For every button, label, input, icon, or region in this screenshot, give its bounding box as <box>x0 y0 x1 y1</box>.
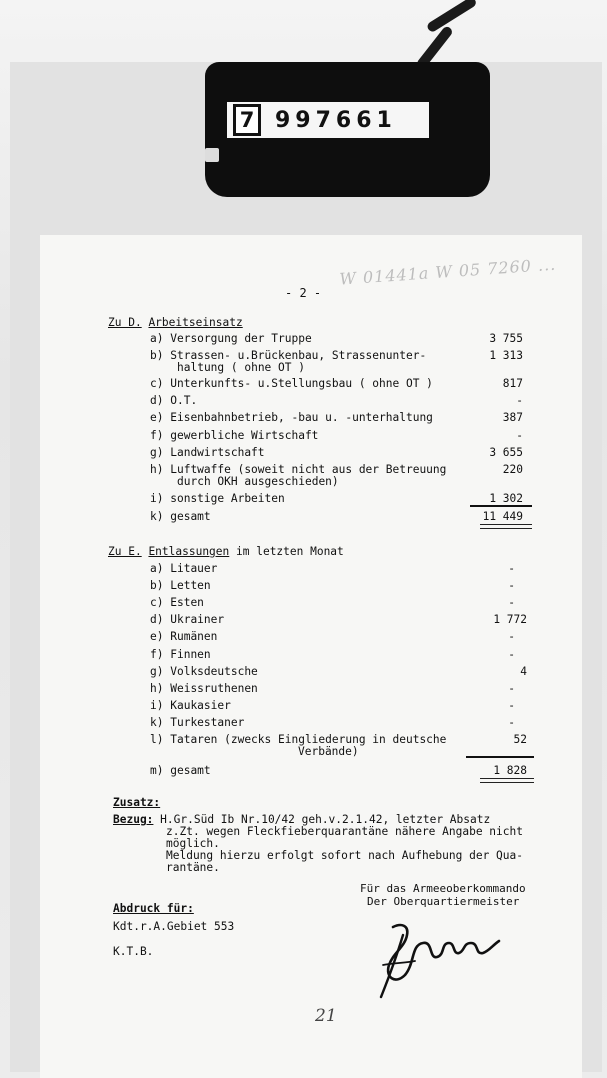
item-value: 3 755 <box>489 332 523 345</box>
zusatz-line: Meldung hierzu erfolgt sofort nach Aufhebung der Qua- <box>166 849 523 862</box>
item-value: - <box>508 699 515 712</box>
list-item: g) Volksdeutsche <box>150 665 258 678</box>
list-item: d) Ukrainer <box>150 613 225 626</box>
item-value: - <box>508 716 515 729</box>
list-item: e) Eisenbahnbetrieb, -bau u. -unterhaltung <box>150 411 433 424</box>
total-value: 11 449 <box>482 510 523 523</box>
list-item-continuation: durch OKH ausgeschieden) <box>177 475 339 488</box>
item-value: 1 313 <box>489 349 523 362</box>
list-item: a) Litauer <box>150 562 218 575</box>
frame-counter <box>205 62 490 197</box>
signature-line-1: Für das Armeeoberkommando <box>360 882 526 895</box>
list-item: k) Turkestaner <box>150 716 245 729</box>
section-d-title: Arbeitseinsatz <box>148 316 243 329</box>
section-e-prefix: Zu E. <box>108 545 142 558</box>
folio-number: 21 <box>315 1006 337 1026</box>
counter-prefix: 7 <box>233 104 261 136</box>
counter-window <box>227 102 429 138</box>
list-item: h) Weissruthenen <box>150 682 258 695</box>
abdruck-line-2: K.T.B. <box>113 945 154 958</box>
section-e-title: Entlassungen <box>148 545 230 558</box>
zusatz-label: Zusatz: <box>113 796 161 809</box>
item-value: - <box>508 630 515 643</box>
list-item-continuation: haltung ( ohne OT ) <box>177 361 305 374</box>
bezug-label: Bezug: <box>113 813 154 826</box>
item-value: 52 <box>513 733 527 746</box>
list-item: c) Esten <box>150 596 204 609</box>
abdruck-label: Abdruck für: <box>113 902 194 915</box>
list-item: f) Finnen <box>150 648 211 661</box>
list-item: b) Letten <box>150 579 211 592</box>
list-item: k) gesamt <box>150 510 211 523</box>
item-value: 1 302 <box>489 492 523 505</box>
list-item: a) Versorgung der Truppe <box>150 332 312 345</box>
counter-digits: 997661 <box>275 107 397 133</box>
zusatz-line: möglich. <box>166 837 220 850</box>
list-item: f) gewerbliche Wirtschaft <box>150 429 319 442</box>
pencil-annotation: W 01441a W 05 7260 ... <box>338 254 557 289</box>
item-value: 1 772 <box>493 613 527 626</box>
item-value: 4 <box>520 665 527 678</box>
list-item: e) Rumänen <box>150 630 218 643</box>
double-underline <box>480 524 532 529</box>
bezug-text: H.Gr.Süd Ib Nr.10/42 geh.v.2.1.42, letzter Absatz <box>160 813 491 826</box>
page-number: - 2 - <box>285 286 322 300</box>
section-e-heading <box>108 545 344 558</box>
handwritten-signature <box>375 905 505 1000</box>
item-value: - <box>516 394 523 407</box>
list-item: g) Landwirtschaft <box>150 446 265 459</box>
item-value: - <box>516 429 523 442</box>
abdruck-line-1: Kdt.r.A.Gebiet 553 <box>113 920 235 933</box>
total-value: 1 828 <box>493 764 527 777</box>
list-item: i) Kaukasier <box>150 699 231 712</box>
list-item: h) Luftwaffe (soweit nicht aus der Betreuung <box>150 463 447 476</box>
item-value: 817 <box>502 377 523 390</box>
section-d-prefix: Zu D. <box>108 316 142 329</box>
list-item-continuation: Verbände) <box>298 745 359 758</box>
signature-line-2: Der Oberquartiermeister <box>367 895 520 908</box>
sum-rule <box>470 505 532 507</box>
list-item: b) Strassen- u.Brückenbau, Strassenunter- <box>150 349 427 362</box>
list-item: l) Tataren (zwecks Eingliederung in deutsche <box>150 733 447 746</box>
item-value: - <box>508 596 515 609</box>
item-value: - <box>508 648 515 661</box>
section-e-rest: im letzten Monat <box>236 545 344 558</box>
item-value: - <box>508 579 515 592</box>
zusatz-line: rantäne. <box>166 861 220 874</box>
section-d-heading <box>108 316 243 329</box>
item-value: - <box>508 682 515 695</box>
item-value: 3 655 <box>489 446 523 459</box>
list-item: m) gesamt <box>150 764 211 777</box>
item-value: 220 <box>502 463 523 476</box>
zusatz-line: z.Zt. wegen Fleckfieberquarantäne nähere Angabe nicht <box>166 825 523 838</box>
counter-tab <box>205 148 219 162</box>
list-item: i) sonstige Arbeiten <box>150 492 285 505</box>
item-value: 387 <box>502 411 523 424</box>
item-value: - <box>508 562 515 575</box>
list-item: c) Unterkunfts- u.Stellungsbau ( ohne OT ) <box>150 377 433 390</box>
list-item: d) O.T. <box>150 394 198 407</box>
sum-rule <box>466 756 534 758</box>
double-underline <box>480 778 534 783</box>
